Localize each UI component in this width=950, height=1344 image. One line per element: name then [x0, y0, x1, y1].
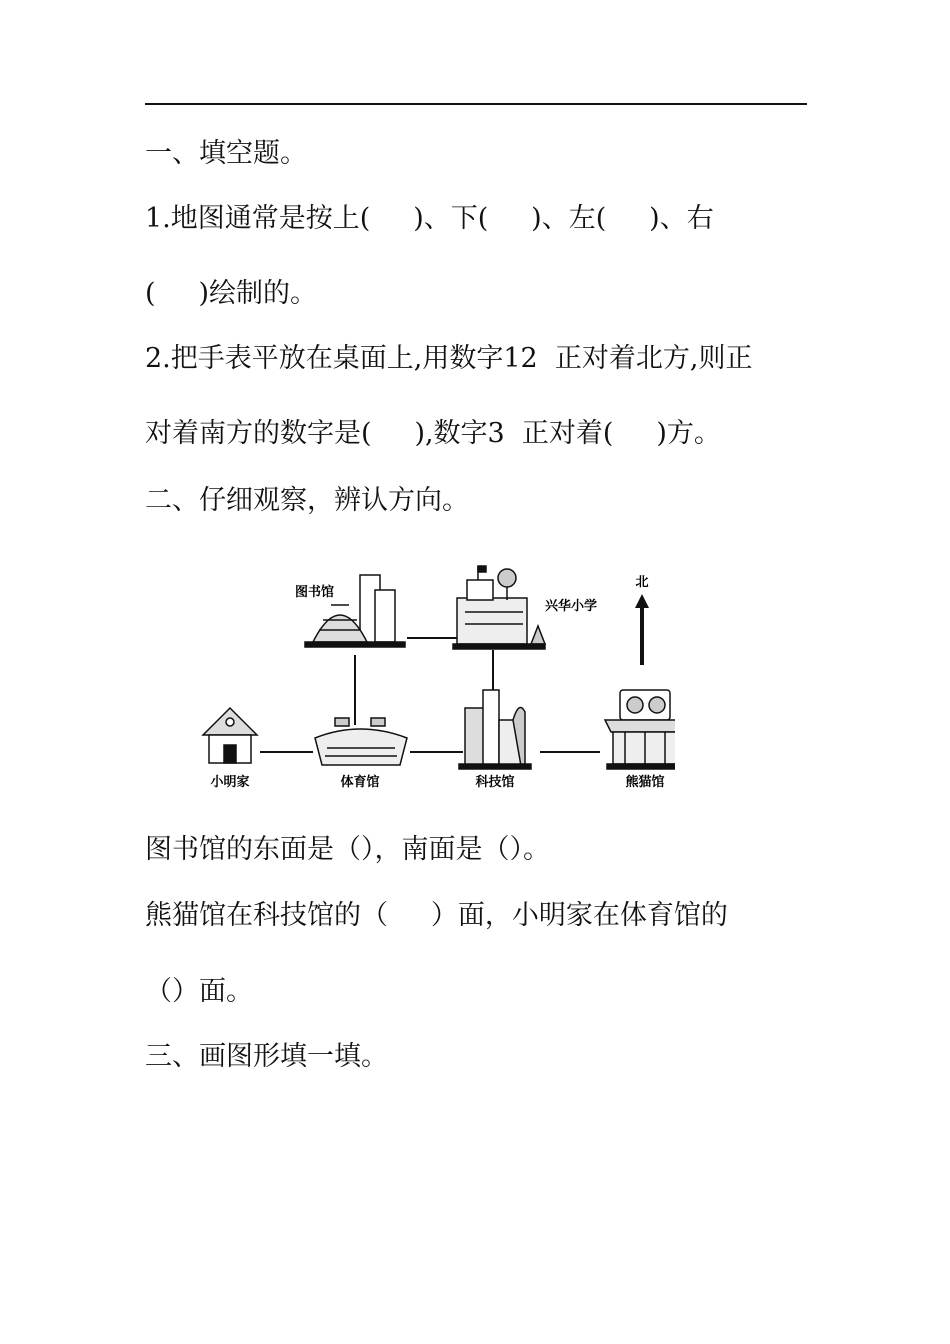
q2-line1: 2.把手表平放在桌面上,用数字12 正对着北方,则正 [145, 343, 753, 374]
school-icon [453, 566, 545, 649]
q2-line2: 对着南方的数字是( ),数字3 正对着( )方。 [145, 418, 721, 449]
section2-q-line1: 图书馆的东面是（），南面是（）。 [145, 834, 550, 865]
stadium-label: 体育馆 [340, 775, 380, 790]
library-label: 图书馆 [295, 585, 335, 600]
home-icon [203, 708, 257, 763]
panda-house-icon [605, 690, 675, 769]
section2-q-line2: 熊猫馆在科技馆的（ ）面，小明家在体育馆的 [145, 900, 728, 931]
panda-house-label: 熊猫馆 [625, 775, 665, 790]
q1-line2: ( )绘制的。 [145, 278, 317, 309]
section2-heading: 二、仔细观察，辨认方向。 [145, 485, 469, 516]
north-label: 北 [635, 575, 649, 590]
section1-heading: 一、填空题。 [145, 138, 307, 169]
science-museum-label: 科技馆 [475, 775, 515, 790]
section3-heading: 三、画图形填一填。 [145, 1041, 388, 1072]
section2-q-line3: （）面。 [145, 976, 253, 1007]
header-rule [145, 103, 807, 105]
home-label: 小明家 [210, 775, 250, 790]
direction-map [195, 560, 675, 800]
stadium-icon [315, 718, 407, 765]
school-label: 兴华小学 [545, 599, 598, 614]
q1-line1: 1.地图通常是按上( )、下( )、左( )、右 [145, 203, 714, 234]
north-arrow-icon [635, 594, 649, 665]
science-museum-icon [459, 690, 531, 769]
